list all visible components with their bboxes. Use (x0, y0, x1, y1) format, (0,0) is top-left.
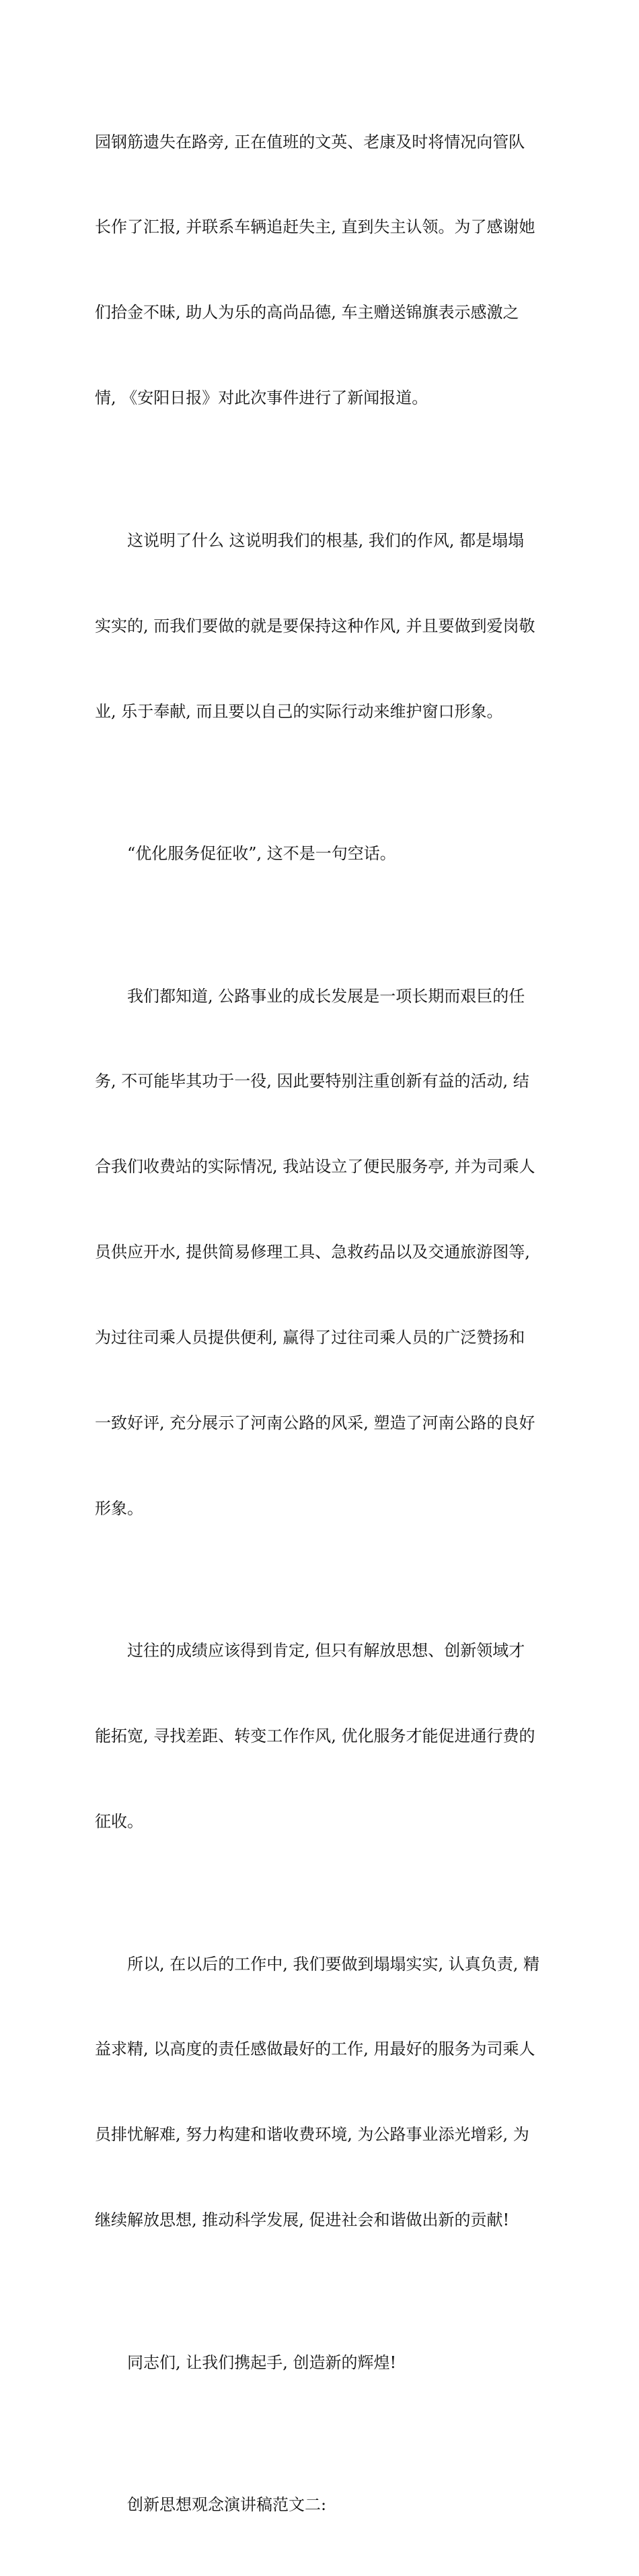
text-line: 能拓宽, 寻找差距、转变工作作风, 优化服务才能促进通行费的 (95, 1727, 535, 1746)
paragraph-1 (95, 71, 549, 469)
text-line: 园钢筋遗失在路旁, 正在值班的文英、老康及时将情况向管队 (95, 132, 525, 151)
text-line: 这说明了什么 这说明我们的根基, 我们的作风, 都是塌塌 (127, 530, 525, 550)
text-line: “优化服务促征收”, 这不是一句空话。 (127, 844, 396, 864)
text-line: 业, 乐于奉献, 而且要以自己的实际行动来维护窗口形象。 (95, 701, 503, 721)
text-line: 我们都知道, 公路事业的成长发展是一项长期而艰巨的任 (127, 986, 525, 1006)
text-line: 员供应开水, 提供简易修理工具、急救药品以及交通旅游图等, (95, 1243, 530, 1262)
document-page (95, 71, 549, 2576)
paragraph-7 (95, 2291, 549, 2433)
text-line: 所以, 在以后的工作中, 我们要做到塌塌实实, 认真负责, 精 (127, 1954, 540, 1974)
text-line: 形象。 (95, 1498, 143, 1518)
text-line: 过往的成绩应该得到肯定, 但只有解放思想、创新领域才 (127, 1641, 525, 1661)
text-line: 同志们, 让我们携起手, 创造新的辉煌! (127, 2353, 397, 2372)
text-line: 情, 《安阳日报》对此次事件进行了新闻报道。 (95, 388, 428, 408)
paragraph-2 (95, 469, 549, 782)
text-line: 员排忧解难, 努力构建和谐收费环境, 为公路事业添光增彩, 为 (95, 2125, 529, 2145)
paragraph-3 (95, 782, 549, 924)
paragraph-5 (95, 1580, 549, 1893)
paragraph-8 (95, 2434, 549, 2576)
text-line: 实实的, 而我们要做的就是要保持这种作风, 并且要做到爱岗敬 (95, 616, 535, 635)
text-line: 长作了汇报, 并联系车辆追赶失主, 直到失主认领。为了感谢她 (95, 217, 535, 237)
text-line: 益求精, 以高度的责任感做最好的工作, 用最好的服务为司乘人 (95, 2040, 535, 2059)
text-line: 征收。 (95, 1812, 143, 1832)
text-line: 们拾金不昧, 助人为乐的高尚品德, 车主赠送锦旗表示感激之 (95, 303, 519, 322)
text-line: 为过往司乘人员提供便利, 赢得了过往司乘人员的广泛赞扬和 (95, 1328, 525, 1348)
text-line: 一致好评, 充分展示了河南公路的风采, 塑造了河南公路的良好 (95, 1413, 535, 1432)
text-line: 合我们收费站的实际情况, 我站设立了便民服务亭, 并为司乘人 (95, 1157, 535, 1177)
paragraph-4 (95, 925, 549, 1580)
text-line: 务, 不可能毕其功于一役, 因此要特别注重创新有益的活动, 结 (95, 1072, 529, 1091)
section-heading: 创新思想观念演讲稿范文二: (127, 2495, 327, 2515)
paragraph-6 (95, 1893, 549, 2291)
text-line: 继续解放思想, 推动科学发展, 促进社会和谐做出新的贡献! (95, 2211, 510, 2230)
